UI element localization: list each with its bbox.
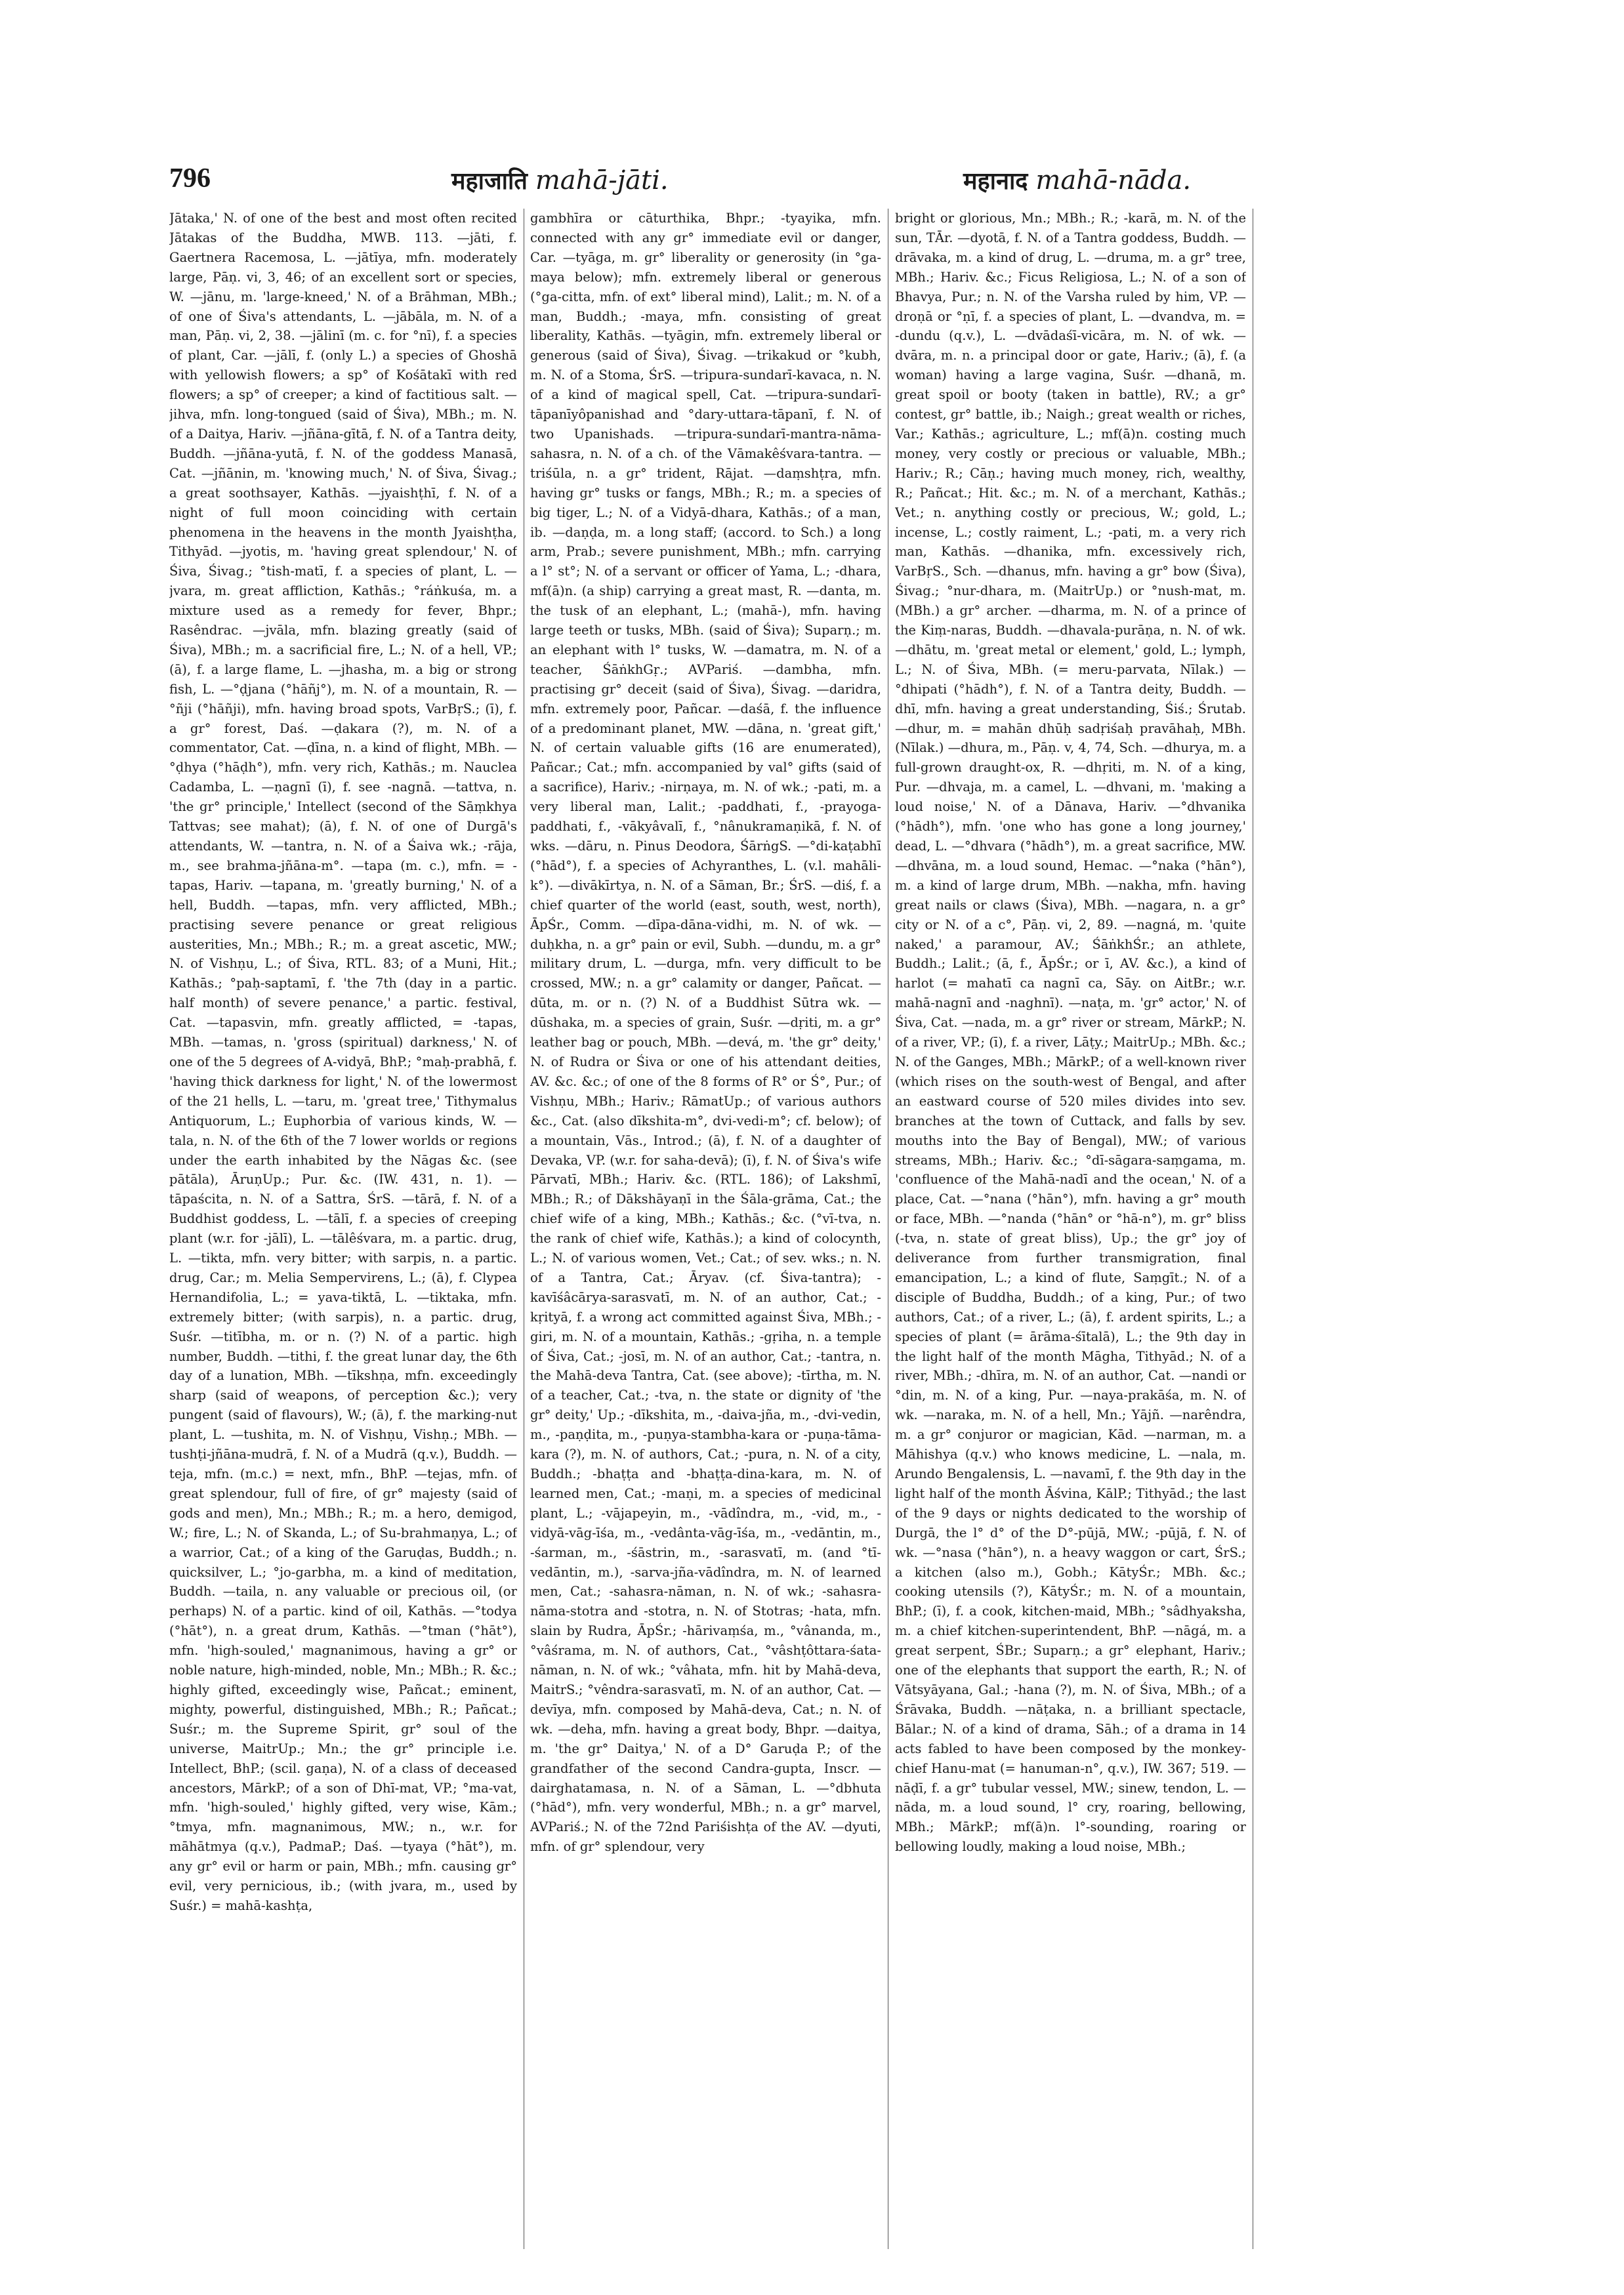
left-running-headword [451, 164, 669, 196]
column-4 [1260, 209, 1611, 2256]
right-headword-devanagari: महानाद [963, 168, 1028, 195]
right-headword-translit: mahā-nāda. [1035, 165, 1192, 196]
column-3: bright or glorious, Mn.; MBh.; R.; -karā, m. N. of the sun, TĀr. —dyotā, f. N. of a Tantra goddess, Buddh. —drāvaka, m. a kind of drug, L. —druma, m. a gr° tree, MBh.; Hariv. &c.; Ficus Religiosa, L.; N. of a son of Bhavya, Pur.; n. N. of the Varsha ruled by him, VP. —droṇā or °ṇī, f. a species of plant, L. —dvandva, m. = -dundu (q.v.), L. —dvādaśī-vicāra, m. N. of wk. —dvāra, m. n. a principal door or gate, Hariv.; (ā), f. (a woman) having a large vagina, Suśr. —dhanā, m. great spoil or booty (taken in battle), RV.; a gr° contest, gr° battle, ib.; Naigh.; great wealth or riches, Var.; Kathās.; agriculture, L.; mf(ā)n. costing much money, very costly or precious or valuable, MBh.; Hariv.; R.; Cāṇ.; having much money, rich, wealthy, R.; Pañcat.; Hit. &c.; m. N. of a merchant, Kathās.; Vet.; n. anything costly or precious, W.; gold, L.; incense, L.; costly raiment, L.; -pati, m. a very rich man, Kathās. —dhanika, mfn. excessively rich, VarBṛS., Sch. —dhanus, mfn. having a gr° bow (Śiva), Śivag.; °nur-dhara, m. (MaitrUp.) or °nush-mat, m. (MBh.) a gr° archer. —dharma, m. N. of a prince of the Kiṃ-naras, Buddh. —dhavala-purāṇa, n. N. of wk. —dhātu, m. 'great metal or element,' gold, L.; lymph, L.; N. of Śiva, MBh. (= meru-parvata, Nīlak.) —°dhipati (°hādh°), f. N. of a Tantra deity, Buddh. —dhī, mfn. having a great understanding, Śiś.; Śrutab. —dhur, m. = mahān dhūḥ sadṛiśaḥ pravāhaḥ, MBh. (Nīlak.) —dhura, m., Pāṇ. v, 4, 74, Sch. —dhurya, m. a full-grown draught-ox, R. —dhṛiti, m. N. of a king, Pur. —dhvaja, m. a camel, L. —dhvani, m. 'making a loud noise,' N. of a Dānava, Hariv. —°dhvanika (°hādh°), mfn. 'one who has gone a long journey,' dead, L. —°dhvara (°hādh°), m. a great sacrifice, MW. —dhvāna, m. a loud sound, Hemac. —°naka (°hān°), m. a kind of large drum, MBh. —nakha, mfn. having great nails or claws (Śiva), MBh. —nagara, n. a gr° city or N. of a c°, Pāṇ. vi, 2, 89. —nagná, m. 'quite naked,' a paramour, AV.; ŚāṅkhŚr.; an athlete, Buddh.; Lalit.; (ā, f., ĀpŚr.; or ī, AV. &c.), a kind of harlot (= mahatī ca nagnī ca, Sāy. on AitBr.; w.r. mahā-nagnī and -naghnī). —naṭa, m. 'gr° actor,' N. of Śiva, Cat. —nada, m. a gr° river or stream, MārkP.; N. of a river, VP.; (ī), f. a river, Lāṭy.; MaitrUp.; MBh. &c.; N. of the Ganges, MBh.; MārkP.; of a well-known river (which rises on the south-west of Bengal, and after an eastward course of 520 miles divides into sev. branches at the town of Cuttack, and falls by sev. mouths into the Bay of Bengal), MW.; of various streams, MBh.; Hariv. &c.; °dī-sāgara-saṃgama, m. 'confluence of the Mahā-nadī and the ocean,' N. of a place, Cat. —°nana (°hān°), mfn. having a gr° mouth or face, MBh. —°nanda (°hān° or °hā-n°), m. gr° bliss (-tva, n. state of great bliss), Up.; the gr° joy of deliverance from further transmigration, final emancipation, L.; a kind of flute, Saṃgīt.; N. of a disciple of Buddha, Buddh.; of a king, Pur.; of two authors, Cat.; of a river, L.; (ā), f. ardent spirits, L.; a species of plant (= ārāma-śītalā), L.; the 9th day in the light half of the month Māgha, Tithyād.; N. of a river, MBh.; -dhīra, m. N. of an author, Cat. —nandi or °din, m. N. of a king, Pur. —naya-prakāśa, m. N. of wk. —naraka, m. N. of a hell, Mn.; Yājñ. —narêndra, m. a gr° conjuror or magician, Kād. —narman, m. a Māhishya (q.v.) who knows medicine, L. —nala, m. Arundo Bengalensis, L. —navamī, f. the 9th day in the light half of the month Āśvina, KālP.; Tithyād.; the last of the 9 days or nights dedicated to the worship of Durgā, the l° d° of the D°-pūjā, MW.; -pūjā, f. N. of wk. —°nasa (°hān°), n. a heavy waggon or cart, ŚrS.; a kitchen (also m.), Gobh.; KātyŚr.; MBh. &c.; cooking utensils (?), KātyŚr.; m. N. of a mountain, BhP.; (ī), f. a cook, kitchen-maid, MBh.; °sâdhyaksha, m. a chief kitchen-superintendent, BhP. —nāgá, m. a great serpent, ŚBr.; Suparṇ.; a gr° elephant, Hariv.; one of the elephants that support the earth, R.; N. of Vātsyāyana, Gal.; -hana (?), m. N. of Śiva, MBh.; of a Śrāvaka, Buddh. —nāṭaka, n. a brilliant spectacle, Bālar.; N. of a kind of drama, Sāh.; of a drama in 14 acts fabled to have been composed by the monkey-chief Hanu-mat (= hanuman-n°, q.v.), IW. 367; 519. —nāḍī, f. a gr° tubular vessel, MW.; sinew, tendon, L. —nāda, m. a loud sound, l° cry, roaring, bellowing, MBh.; MārkP.; mf(ā)n. l°-sounding, roaring or bellowing loudly, making a loud noise, MBh.; [895, 211, 1246, 1855]
left-headword-translit: mahā-jāti. [535, 165, 669, 196]
page-header [169, 163, 1482, 209]
column-2: gambhīra or cāturthika, Bhpr.; -tyayika, mfn. connected with any gr° immediate evil or danger, Car. —tyāga, m. gr° liberality or generosity (in °ga-maya below); mfn. extremely liberal or generous (°ga-citta, mfn. of ext° liberal mind), Lalit.; m. N. of a man, Buddh.; -maya, mfn. consisting of great liberality, Kathās. —tyāgin, mfn. extremely liberal or generous (said of Śiva), Śivag. —trikakud or °kubh, m. N. of a Stoma, ŚrS. —tripura-sundarī-kavaca, n. N. of a kind of magical spell, Cat. —tripura-sundarī-tāpanīyôpanishad and °dary-uttara-tāpanī, f. N. of two Upanishads. —tripura-sundarī-mantra-nāma-sahasra, n. N. of a ch. of the Vāmakêśvara-tantra. —triśūla, n. a gr° trident, Rājat. —daṃshṭra, mfn. having gr° tusks or fangs, MBh.; R.; m. a species of big tiger, L.; N. of a Vidyā-dhara, Kathās.; of a man, ib. —daṇḍa, m. a long staff; (accord. to Sch.) a long arm, Prab.; severe punishment, MBh.; mfn. carrying a l° st°; N. of a servant or officer of Yama, L.; -dhara, mf(ā)n. (a ship) carrying a great mast, R. —danta, m. the tusk of an elephant, L.; (mahā-), mfn. having large teeth or tusks, MBh. (said of Śiva); Suparṇ.; m. an elephant with l° tusks, W. —damatra, m. N. of a teacher, ŚāṅkhGṛ.; AVPariś. —dambha, mfn. practising gr° deceit (said of Śiva), Śivag. —daridra, mfn. extremely poor, Pañcar. —daśā, f. the influence of a predominant planet, MW. —dāna, n. 'great gift,' N. of certain valuable gifts (16 are enumerated), Pañcar.; Cat.; mfn. accompanied by val° gifts (said of a sacrifice), Hariv.; -nirṇaya, m. N. of wk.; -pati, m. a very liberal man, Lalit.; -paddhati, f., -prayoga-paddhati, f., -vākyâvalī, f., °nânukramaṇikā, f. N. of wks. —dāru, n. Pinus Deodora, ŚārṅgS. —°di-kaṭabhī (°hād°), f. a species of Achyranthes, L. (v.l. mahāli-k°). —divākīrtya, n. N. of a Sāman, Br.; ŚrS. —diś, f. a chief quarter of the world (east, south, west, north), ĀpŚr., Comm. —dīpa-dāna-vidhi, m. N. of wk. —duḥkha, n. a gr° pain or evil, Subh. —dundu, m. a gr° military drum, L. —durga, mfn. very difficult to be crossed, MW.; n. a gr° calamity or danger, Pañcat. —dūta, m. or n. (?) N. of a Buddhist Sūtra wk. —dūshaka, m. a species of grain, Suśr. —dṛiti, m. a gr° leather bag or pouch, MBh. —devá, m. 'the gr° deity,' N. of Rudra or Śiva or one of his attendant deities, AV. &c. &c.; of one of the 8 forms of R° or Ś°, Pur.; of Vishṇu, MBh.; Hariv.; RāmatUp.; of various authors &c., Cat. (also dīkshita-m°, dvi-vedi-m°; cf. below); of a mountain, Vās., Introd.; (ā), f. N. of a daughter of Devaka, VP. (w.r. for saha-devā); (ī), f. N. of Śiva's wife Pārvatī, MBh.; Hariv. &c. (RTL. 186); of Lakshmī, MBh.; R.; of Dākshāyaṇī in the Śāla-grāma, Cat.; the chief wife of a king, MBh.; Kathās.; &c. (°vī-tva, n. the rank of chief wife, Kathās.); a kind of colocynth, L.; N. of various women, Vet.; Cat.; of sev. wks.; n. N. of a Tantra, Cat.; Āryav. (cf. Śiva-tantra); -kavīśâcārya-sarasvatī, m. N. of an author, Cat.; -kṛityā, f. a wrong act committed against Śiva, MBh.; -giri, m. N. of a mountain, Kathās.; -gṛiha, n. a temple of Śiva, Cat.; -josī, m. N. of an author, Cat.; -tantra, n. the Mahā-deva Tantra, Cat. (see above); -tīrtha, m. N. of a teacher, Cat.; -tva, n. the state or dignity of 'the gr° deity,' Up.; -dīkshita, m., -daiva-jña, m., -dvi-vedin, m., -paṇḍita, m., -puṇya-stambha-kara or -puṇa-tāma-kara (?), m. N. of authors, Cat.; -pura, n. N. of a city, Buddh.; -bhaṭṭa and -bhaṭṭa-dina-kara, m. N. of learned men, Cat.; -maṇi, m. a species of medicinal plant, L.; -vājapeyin, m., -vādîndra, m., -vid, m., -vidyā-vāg-īśa, m., -vedânta-vāg-īśa, m., -vedāntin, m., -śarman, m., -śāstrin, m., -sarasvatī, m. (and °tī-vedāntin, m.), -sarva-jña-vādîndra, m. N. of learned men, Cat.; -sahasra-nāman, n. N. of wk.; -sahasra-nāma-stotra and -stotra, n. N. of Stotras; -hata, mfn. slain by Rudra, ĀpŚr.; -hārivaṃśa, m., °vânanda, m., °vâśrama, m. N. of authors, Cat., °vâshṭôttara-śata-nāman, n. N. of wk.; °vâhata, mfn. hit by Mahā-deva, MaitrS.; °vêndra-sarasvatī, m. N. of an author, Cat. —devīya, mfn. composed by Mahā-deva, Cat.; n. N. of wk. —deha, mfn. having a great body, Bhpr. —daitya, m. 'the gr° Daitya,' N. of a D° Garuḍa P.; of the grandfather of the second Candra-gupta, Inscr. —dairghatamasa, n. N. of a Sāman, L. —°dbhuta (°hād°), mfn. very wonderful, MBh.; n. a gr° marvel, AVPariś.; N. of the 72nd Pariśishṭa of the AV. —dyuti, mfn. of gr° splendour, very [530, 211, 881, 1855]
column-1: Jātaka,' N. of one of the best and most often recited Jātakas of the Buddha, MWB. 113. —jāti, f. Gaertnera Racemosa, L. —jātīya, mfn. moderately large, Pāṇ. vi, 3, 46; of an excellent sort or species, W. —jānu, m. 'large-kneed,' N. of a Brāhman, MBh.; of one of Śiva's attendants, L. —jābāla, m. N. of a man, Pāṇ. vi, 2, 38. —jālinī (m. c. for °nī), f. a species of plant, Car. —jālī, f. (only L.) a species of Ghoshā with yellowish flowers; a sp° of Kośātakī with red flowers; a sp° of creeper; a kind of factitious salt. —jihva, mfn. long-tongued (said of Śiva), MBh.; m. N. of a Daitya, Hariv. —jñāna-gītā, f. N. of a Tantra deity, Buddh. —jñāna-yutā, f. N. of the goddess Manasā, Cat. —jñānin, m. 'knowing much,' N. of Śiva, Śivag.; a great soothsayer, Kathās. —jyaishṭhī, f. N. of a night of full moon coinciding with certain phenomena in the heavens in the month Jyaishṭha, Tithyād. —jyotis, m. 'having great splendour,' N. of Śiva, Śivag.; °tish-matī, f. a species of plant, L. —jvara, m. great affliction, Kathās.; °ráṅkuśa, m. a mixture used as a remedy for fever, Bhpr.; Rasêndrac. —jvāla, mfn. blazing greatly (said of Śiva), MBh.; m. a sacrificial fire, L.; N. of a hell, VP.; (ā), f. a large flame, L. —jhasha, m. a big or strong fish, L. —°ḍjana (°hāñj°), m. N. of a mountain, R. —°ñji (°hāñji), mfn. having broad spots, VarBṛS.; (ī), f. a gr° forest, Daś. —ḍakara (?), m. N. of a commentator, Cat. —ḍīna, n. a kind of flight, MBh. —°ḍhya (°hāḍh°), mfn. very rich, Kathās.; m. Nauclea Cadamba, L. —ṇagnī (ī), f. see -nagnā. —tattva, n. 'the gr° principle,' Intellect (second of the Sāṃkhya Tattvas; see mahat); (ā), f. N. of one of Durgā's attendants, W. —tantra, n. N. of a Śaiva wk.; -rāja, m., see brahma-jñāna-m°. —tapa (m. c.), mfn. = -tapas, Hariv. —tapana, m. 'greatly burning,' N. of a hell, Buddh. —tapas, mfn. very afflicted, MBh.; practising severe penance or great religious austerities, Mn.; MBh.; R.; m. a great ascetic, MW.; N. of Vishṇu, L.; of Śiva, RTL. 83; of a Muni, Hit.; Kathās.; °paḥ-saptamī, f. 'the 7th (day in a partic. half month) of severe penance,' a partic. festival, Cat. —tapasvin, mfn. greatly afflicted, = -tapas, MBh. —tamas, n. 'gross (spiritual) darkness,' N. of one of the 5 degrees of A-vidyā, BhP.; °maḥ-prabhā, f. 'having thick darkness for light,' N. of the lowermost of the 21 hells, L. —taru, m. 'great tree,' Tithymalus Antiquorum, L.; Euphorbia of various kinds, W. —tala, n. N. of the 6th of the 7 lower worlds or regions under the earth inhabited by the Nāgas &c. (see pātāla), ĀruṇUp.; Pur. &c. (IW. 431, n. 1). —tāpaścita, n. N. of a Sattra, ŚrS. —tārā, f. N. of a Buddhist goddess, L. —tālī, f. a species of creeping plant (w.r. for -jālī), L. —tālêśvara, m. a partic. drug, L. —tikta, mfn. very bitter; with sarpis, n. a partic. drug, Car.; m. Melia Sempervirens, L.; (ā), f. Clypea Hernandifolia, L.; = yava-tiktā, L. —tiktaka, mfn. extremely bitter; (with sarpis), n. a partic. drug, Suśr. —titībha, m. or n. (?) N. of a partic. high number, Buddh. —tithi, f. the great lunar day, the 6th day of a lunation, MBh. —tīkshṇa, mfn. exceedingly sharp (said of weapons, of perception &c.); very pungent (said of flavours), W.; (ā), f. the marking-nut plant, L. —tushita, m. N. of Vishṇu, Vishṇ.; MBh. —tushṭi-jñāna-mudrā, f. N. of a Mudrā (q.v.), Buddh. —teja, mfn. (m.c.) = next, mfn., BhP. —tejas, mfn. of great splendour, full of fire, of gr° majesty (said of gods and men), Mn.; MBh.; R.; m. a hero, demigod, W.; fire, L.; N. of Skanda, L.; of Su-brahmaṇya, L.; of a warrior, Cat.; of a king of the Garuḍas, Buddh.; n. quicksilver, L.; °jo-garbha, m. a kind of meditation, Buddh. —taila, n. any valuable or precious oil, (or perhaps) N. of a partic. kind of oil, Kathās. —°todya (°hāt°), n. a great drum, Kathās. —°tman (°hāt°), mfn. 'high-souled,' magnanimous, having a gr° or noble nature, high-minded, noble, Mn.; MBh.; R. &c.; highly gifted, exceedingly wise, Pañcat.; eminent, mighty, powerful, distinguished, MBh.; R.; Pañcat.; Suśr.; m. the Supreme Spirit, gr° soul of the universe, MaitrUp.; Mn.; the gr° principle i.e. Intellect, BhP.; (scil. gaṇa), N. of a class of deceased ancestors, MārkP.; of a son of Dhī-mat, VP.; °ma-vat, mfn. 'high-souled,' highly gifted, very wise, Kām.; °tmya, mfn. magnanimous, MW.; n., w.r. for māhātmya (q.v.), PadmaP.; Daś. —tyaya (°hāt°), m. any gr° evil or harm or pain, MBh.; mfn. causing gr° evil, very pernicious, ib.; (with jvara, m., used by Suśr.) = mahā-kashṭa, [169, 211, 517, 1913]
left-headword-devanagari: महाजाति [451, 168, 528, 195]
page-number: 796 [169, 163, 211, 194]
right-running-headword [963, 164, 1191, 196]
